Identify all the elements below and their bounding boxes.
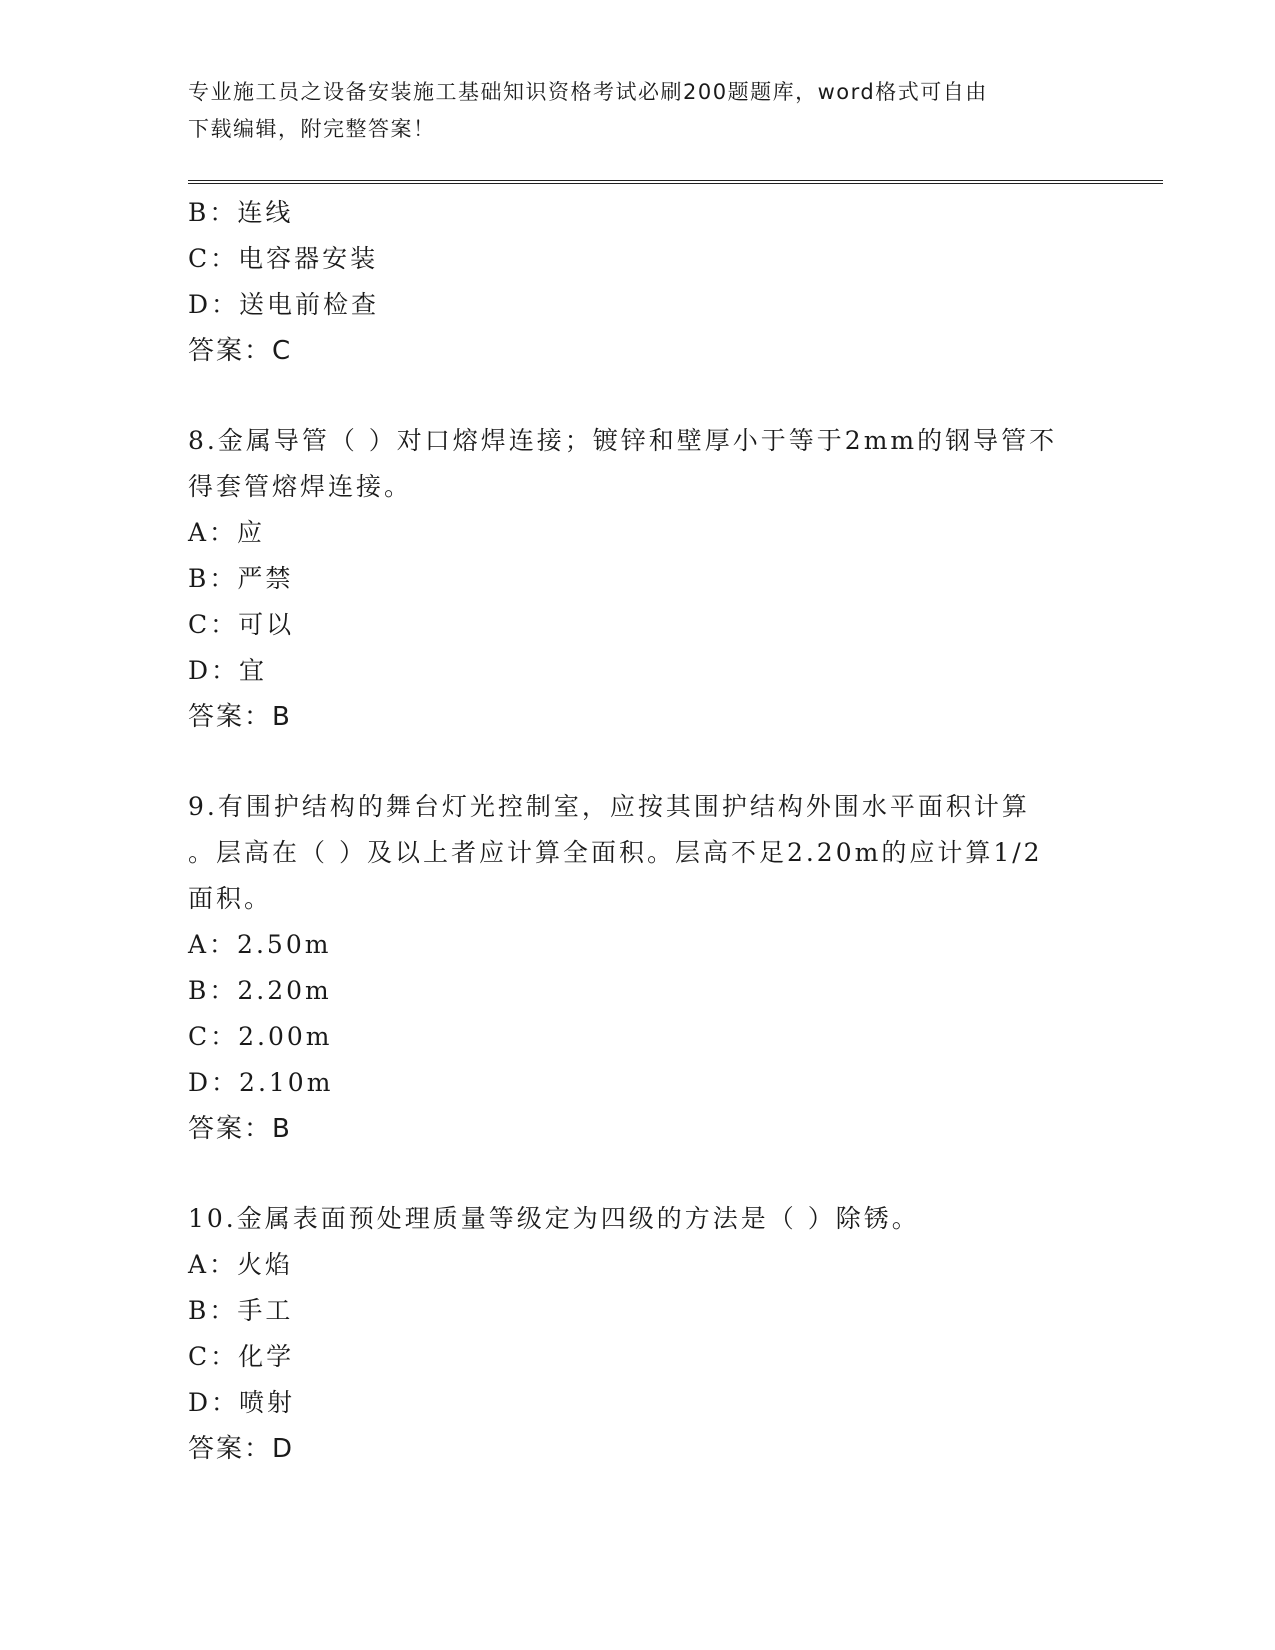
spacer — [188, 374, 1068, 418]
option-d: D：2.10m — [188, 1068, 334, 1097]
question-text-line: 面积。 — [188, 884, 273, 913]
document-page — [188, 0, 1163, 1650]
question-text-line: 。层高在（ ）及以上者应计算全面积。层高不足2.20m的应计算1/2 — [188, 838, 1043, 867]
question-text-line: 10.金属表面预处理质量等级定为四级的方法是（ ）除锈。 — [188, 1204, 920, 1233]
option-b: B：手工 — [188, 1296, 294, 1325]
option-c: C：2.00m — [188, 1022, 333, 1051]
answer-line: 答案：B — [188, 1114, 292, 1144]
document-header — [188, 74, 1068, 148]
option-b: B：连线 — [188, 198, 294, 227]
option-d: D：送电前检查 — [188, 290, 380, 319]
question-block-8 — [188, 418, 1068, 740]
header-line-1: 专业施工员之设备安装施工基础知识资格考试必刷200题题库，word格式可自由 — [188, 80, 988, 104]
answer-line: 答案：B — [188, 702, 292, 732]
question-text-line: 9.有围护结构的舞台灯光控制室，应按其围护结构外围水平面积计算 — [188, 792, 1030, 821]
option-c: C：电容器安装 — [188, 244, 379, 273]
spacer — [188, 740, 1068, 784]
option-c: C：可以 — [188, 610, 295, 639]
option-c: C：化学 — [188, 1342, 295, 1371]
option-a: A：应 — [188, 518, 266, 547]
header-line-2: 下载编辑，附完整答案！ — [188, 117, 436, 141]
option-d: D：喷射 — [188, 1388, 296, 1417]
question-block-10 — [188, 1196, 1068, 1472]
question-block-9 — [188, 784, 1068, 1152]
option-d: D：宜 — [188, 656, 268, 685]
option-a: A：火焰 — [188, 1250, 294, 1279]
spacer — [188, 1152, 1068, 1196]
option-b: B：2.20m — [188, 976, 332, 1005]
question-block-7 — [188, 190, 1068, 374]
option-b: B：严禁 — [188, 564, 294, 593]
question-text-line: 得套管熔焊连接。 — [188, 472, 413, 501]
answer-line: 答案：C — [188, 336, 293, 366]
answer-line: 答案：D — [188, 1434, 295, 1464]
question-list — [188, 190, 1068, 1472]
header-divider — [188, 180, 1163, 184]
option-a: A：2.50m — [188, 930, 332, 959]
question-text-line: 8.金属导管（ ）对口熔焊连接；镀锌和壁厚小于等于2mm的钢导管不 — [188, 426, 1058, 455]
